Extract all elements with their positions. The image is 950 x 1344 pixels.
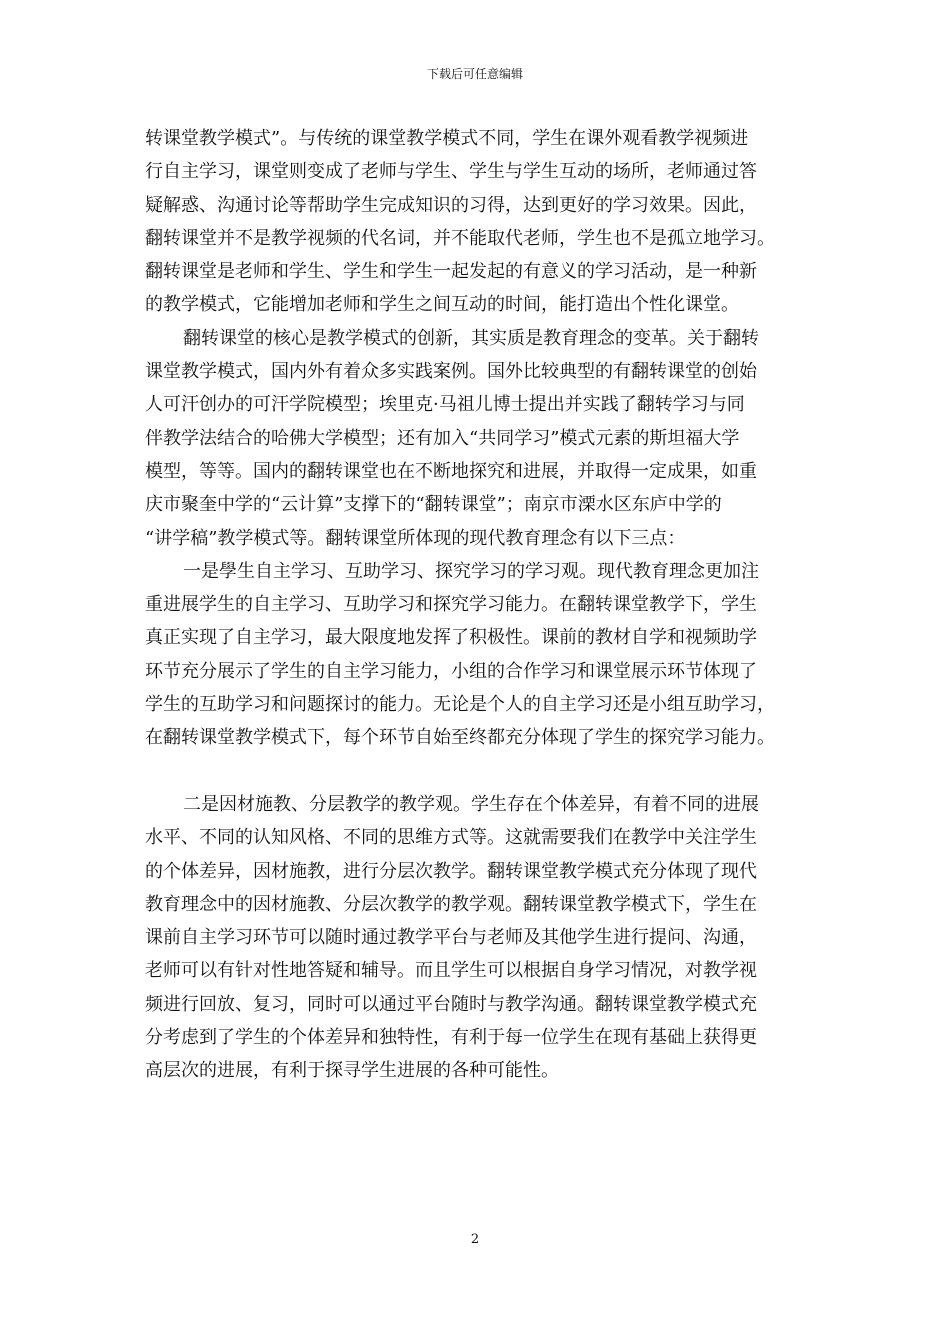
text-line: 水平、不同的认知风格、不同的思维方式等。这就需要我们在教学中关注学生 — [145, 827, 757, 849]
text-line: 老师可以有针对性地答疑和辅导。而且学生可以根据自身学习情况，对教学视 — [145, 960, 757, 982]
text-line: 庆市聚奎中学的“云计算”支撑下的“翻转课堂”；南京市溧水区东庐中学的 — [145, 494, 722, 516]
text-line: 分考虑到了学生的个体差异和独特性，有利于每一位学生在现有基础上获得更 — [145, 1027, 757, 1049]
text-line: 翻转课堂是老师和学生、学生和学生一起发起的有意义的学习活动，是一种新 — [145, 261, 757, 283]
text-line: 教育理念中的因材施教、分层次教学的教学观。翻转课堂教学模式下，学生在 — [145, 893, 757, 915]
text-line: 人可汗创办的可汗学院模型；埃里克·马祖儿博士提出并实践了翻转学习与同 — [145, 394, 745, 416]
text-line: 疑解惑、沟通讨论等帮助学生完成知识的习得，达到更好的学习效果。因此， — [145, 194, 757, 216]
text-line: 频进行回放、复习，同时可以通过平台随时与教学沟通。翻转课堂教学模式充 — [145, 993, 757, 1015]
text-line: 二是因材施教、分层教学的教学观。学生存在个体差异，有着不同的进展 — [183, 793, 759, 815]
paragraph — [145, 322, 835, 555]
text-line: 在翻转课堂教学模式下，每个环节自始至终都充分体现了学生的探究学习能力。 — [145, 727, 775, 749]
text-line: 模型，等等。国内的翻转课堂也在不断地探究和进展，并取得一定成果，如重 — [145, 460, 757, 482]
page-number: 2 — [470, 1232, 480, 1247]
paragraph-gap — [145, 755, 835, 788]
text-line: 伴教学法结合的哈佛大学模型；还有加入“共同学习”模式元素的斯坦福大学 — [145, 427, 740, 449]
text-line: 学生的互助学习和问题探讨的能力。无论是个人的自主学习还是小组互助学习， — [145, 694, 775, 716]
text-line: 真正实现了自主学习，最大限度地发挥了积极性。课前的教材自学和视频助学 — [145, 627, 757, 649]
text-line: 行自主学习，课堂则变成了老师与学生、学生与学生互动的场所，老师通过答 — [145, 161, 757, 183]
paragraph — [145, 555, 835, 755]
text-line: 课堂教学模式，国内外有着众多实践案例。国外比较典型的有翻转课堂的创始 — [145, 361, 757, 383]
document-body — [145, 122, 835, 1088]
text-line: 高层次的进展，有利于探寻学生进展的各种可能性。 — [145, 1060, 559, 1082]
text-line: 翻转课堂的核心是教学模式的创新，其实质是教育理念的变革。关于翻转 — [183, 327, 759, 349]
page-header: 下载后可任意编辑 — [426, 67, 523, 81]
text-line: 的个体差异，因材施教，进行分层次教学。翻转课堂教学模式充分体现了现代 — [145, 860, 757, 882]
text-line: 环节充分展示了学生的自主学习能力，小组的合作学习和课堂展示环节体现了 — [145, 660, 757, 682]
text-line: 的教学模式，它能增加老师和学生之间互动的时间，能打造出个性化课堂。 — [145, 294, 739, 316]
text-line: 一是學生自主学习、互助学习、探究学习的学习观。现代教育理念更加注 — [183, 560, 759, 582]
text-line: 转课堂教学模式”。与传统的课堂教学模式不同，学生在课外观看教学视频进 — [145, 128, 749, 149]
text-line: “讲学稿”教学模式等。翻转课堂所体现的现代教育理念有以下三点： — [145, 527, 686, 549]
text-line: 翻转课堂并不是教学视频的代名词，并不能取代老师，学生也不是孤立地学习。 — [145, 227, 775, 249]
paragraph — [145, 122, 835, 322]
text-line: 重进展学生的自主学习、互助学习和探究学习能力。在翻转课堂教学下，学生 — [145, 594, 757, 616]
paragraph — [145, 788, 835, 1088]
text-line: 课前自主学习环节可以随时通过教学平台与老师及其他学生进行提问、沟通， — [145, 927, 757, 949]
